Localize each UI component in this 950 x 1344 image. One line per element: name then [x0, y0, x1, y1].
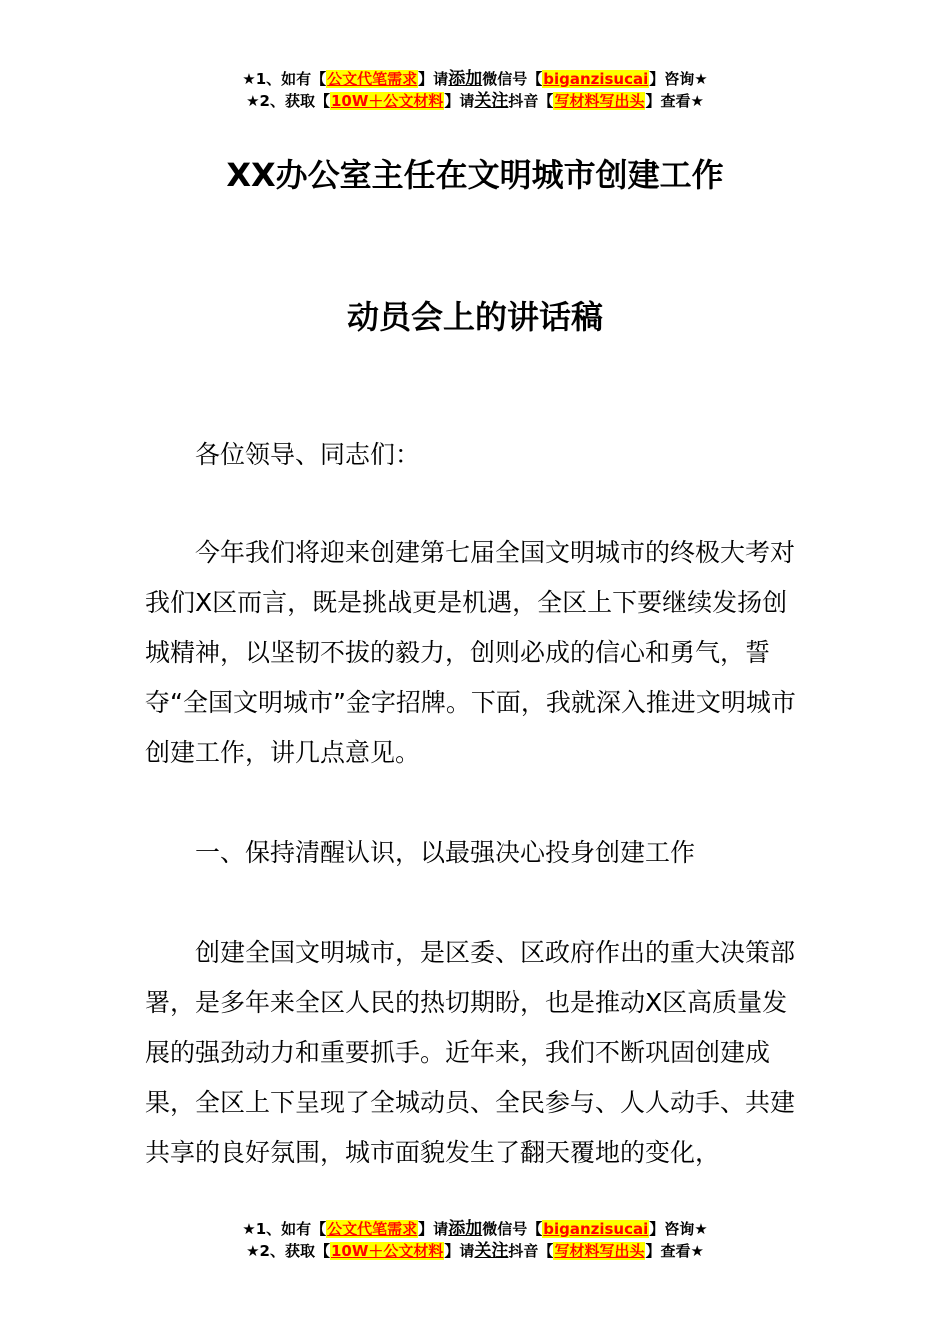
document-title-line-1: XX办公室主任在文明城市创建工作 — [226, 156, 724, 194]
emphasis-add: 添加 — [448, 1219, 483, 1239]
highlight-douyin: 写材料写出头 — [554, 92, 645, 110]
highlight-materials: 10W＋公文材料 — [330, 92, 444, 110]
banner-line-2: ★2、获取【10W＋公文材料】请关注抖音【写材料写出头】查看★ — [246, 91, 704, 111]
highlight-wechat-id: biganzisucai — [543, 1220, 649, 1238]
paragraph-section-1: 创建全国文明城市，是区委、区政府作出的重大决策部署，是多年来全区人民的热切期盼，也是推动X区高质量发展的强劲动力和重要抓手。近年来，我们不断巩固创建成果，全区上下呈现了全城动员、全民参与、人人动手、共建共享的良好氛围，城市面貌发生了翻天覆地的变化， — [145, 938, 796, 1167]
emphasis-follow: 关注 — [474, 91, 509, 111]
highlight-douyin: 写材料写出头 — [554, 1242, 645, 1260]
highlight-service: 公文代笔需求 — [327, 1220, 418, 1238]
highlight-wechat-id: biganzisucai — [543, 70, 649, 88]
emphasis-add: 添加 — [448, 69, 483, 89]
banner-line-1: ★1、如有【公文代笔需求】请添加微信号【biganzisucai】咨询★ — [242, 1219, 708, 1239]
section-heading-1: 一、保持清醒认识，以最强决心投身创建工作 — [195, 838, 696, 867]
bottom-banner — [0, 1218, 950, 1262]
top-banner — [0, 68, 950, 112]
document-title-line-2: 动员会上的讲话稿 — [346, 298, 603, 336]
highlight-materials: 10W＋公文材料 — [330, 1242, 444, 1260]
banner-line-2: ★2、获取【10W＋公文材料】请关注抖音【写材料写出头】查看★ — [246, 1241, 704, 1261]
greeting: 各位领导、同志们： — [195, 440, 421, 469]
emphasis-follow: 关注 — [474, 1241, 509, 1261]
highlight-service: 公文代笔需求 — [327, 70, 418, 88]
paragraph-intro: 今年我们将迎来创建第七届全国文明城市的终极大考对我们X区而言，既是挑战更是机遇，全区上下要继续发扬创城精神，以坚韧不拔的毅力，创则必成的信心和勇气，誓夺“全国文明城市”金字招牌。下面，我就深入推进文明城市创建工作，讲几点意见。 — [145, 538, 796, 767]
banner-line-1: ★1、如有【公文代笔需求】请添加微信号【biganzisucai】咨询★ — [242, 69, 708, 89]
